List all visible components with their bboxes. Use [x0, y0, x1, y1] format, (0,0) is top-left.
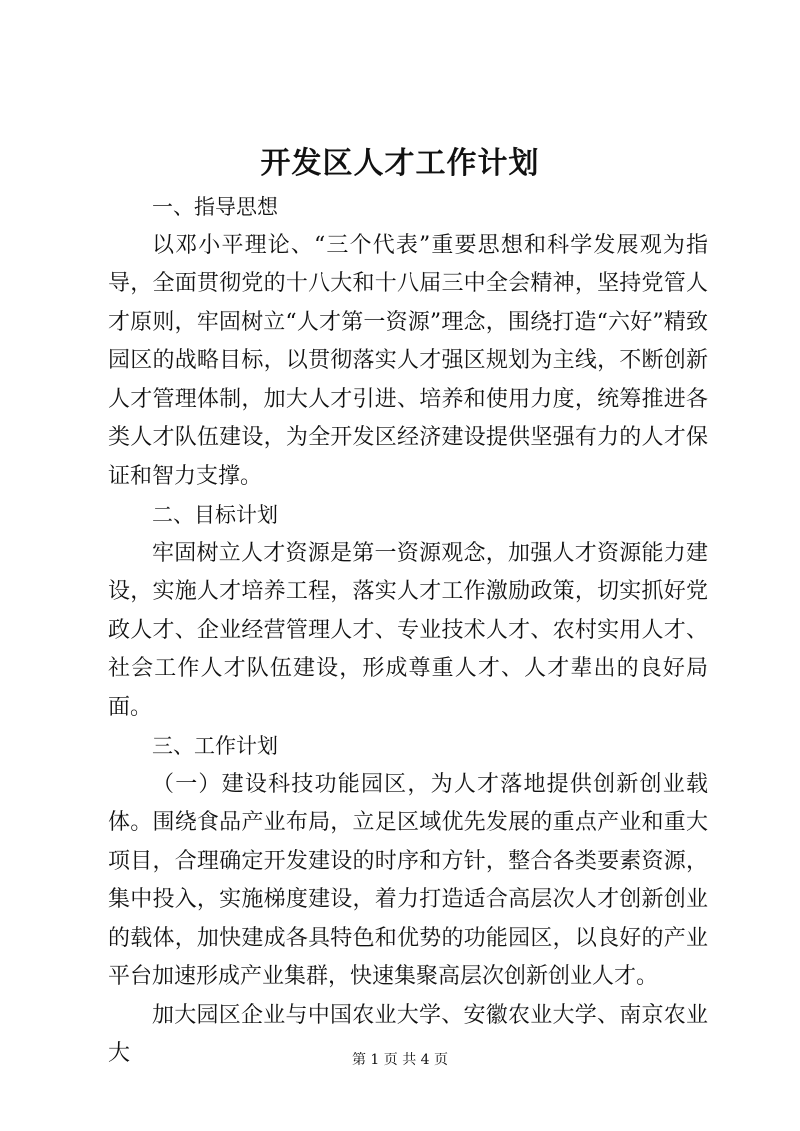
paragraph-work-plan-1: （一）建设科技功能园区，为人才落地提供创新创业载体。围绕食品产业布局，立足区域优先发展的重点产业和重大项目，合理确定开发建设的时序和方针，整合各类要素资源，集中投入，实施梯度建设，着力打造适合高层次人才创新创业的载体，加快建成各具特色和优势的功能园区，以良好的产业平台加速形成产业集群，快速集聚高层次创新创业人才。 [108, 771, 708, 989]
paragraph-guiding-thought: 以邓小平理论、“三个代表”重要思想和科学发展观为指导，全面贯彻党的十八大和十八届三中全会精神，坚持党管人才原则，牢固树立“人才第一资源”理念，围绕打造“六好”精致园区的战略目标，以贯彻落实人才强区规划为主线，不断创新人才管理体制，加大人才引进、培养和使用力度，统筹推进各类人才队伍建设，为全开发区经济建设提供坚强有力的人才保证和智力支撑。 [108, 232, 708, 489]
document-title: 开发区人才工作计划 [260, 146, 540, 181]
section-heading-target-plan: 二、目标计划 [152, 503, 278, 527]
document-body [108, 188, 708, 1074]
section-heading-guiding-thought: 一、指导思想 [152, 195, 278, 219]
page-footer: 第 1 页 共 4 页 [351, 1052, 449, 1068]
paragraph-target-plan: 牢固树立人才资源是第一资源观念，加强人才资源能力建设，实施人才培养工程，落实人才工作激励政策，切实抓好党政人才、企业经营管理人才、专业技术人才、农村实用人才、社会工作人才队伍建设，形成尊重人才、人才辈出的良好局面。 [108, 540, 708, 720]
section-heading-work-plan: 三、工作计划 [152, 734, 278, 758]
paragraph-work-plan-2: 加大园区企业与中国农业大学、安徽农业大学、南京农业大 [108, 1002, 708, 1066]
